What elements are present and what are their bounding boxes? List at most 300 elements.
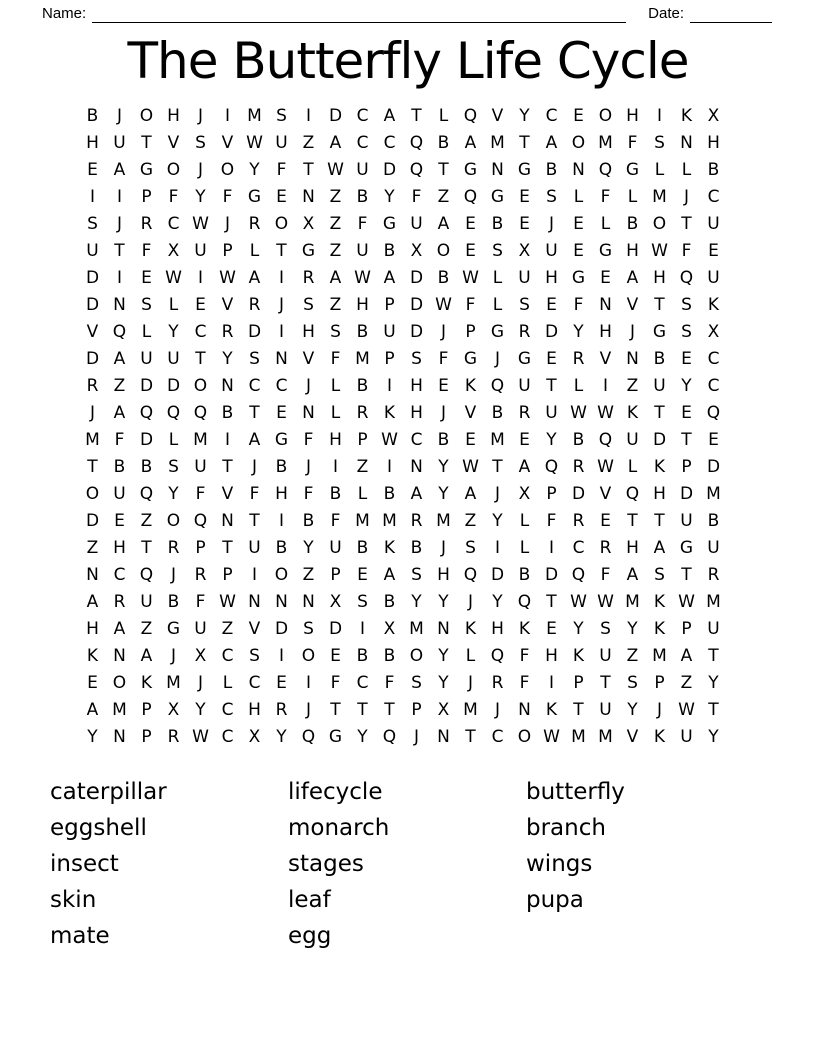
- grid-letter: I: [278, 321, 284, 342]
- word-item: egg: [288, 923, 332, 949]
- grid-letter: K: [653, 618, 666, 639]
- grid-letter: E: [708, 240, 719, 261]
- grid-letter: J: [629, 321, 635, 342]
- grid-letter: Y: [195, 699, 206, 720]
- grid-letter: D: [139, 429, 154, 450]
- grid-letter: T: [303, 159, 314, 180]
- grid-letter: W: [246, 132, 263, 153]
- grid-letter: J: [494, 348, 500, 369]
- grid-letter: L: [249, 240, 260, 261]
- grid-letter: Q: [301, 726, 316, 747]
- grid-letter: T: [708, 699, 719, 720]
- grid-letter: U: [707, 537, 720, 558]
- grid-letter: L: [492, 294, 503, 315]
- grid-letter: H: [626, 537, 639, 558]
- grid-letter: M: [490, 132, 505, 153]
- grid-letter: H: [653, 267, 666, 288]
- grid-letter: W: [651, 240, 668, 261]
- grid-row: [79, 156, 727, 183]
- grid-letter: Q: [679, 267, 694, 288]
- grid-row: [79, 642, 727, 669]
- grid-letter: L: [330, 375, 341, 396]
- grid-letter: U: [194, 456, 207, 477]
- grid-letter: Z: [680, 672, 693, 693]
- grid-letter: H: [626, 105, 639, 126]
- grid-letter: Y: [546, 429, 557, 450]
- grid-letter: E: [519, 213, 530, 234]
- grid-letter: L: [573, 186, 584, 207]
- grid-letter: R: [572, 348, 585, 369]
- grid-letter: C: [707, 348, 720, 369]
- grid-letter: H: [86, 132, 99, 153]
- grid-letter: F: [168, 186, 179, 207]
- grid-row: [79, 291, 727, 318]
- grid-letter: Y: [681, 375, 692, 396]
- grid-letter: B: [356, 375, 369, 396]
- grid-letter: X: [410, 240, 423, 261]
- grid-letter: S: [330, 321, 341, 342]
- grid-letter: B: [383, 483, 396, 504]
- grid-letter: E: [465, 240, 476, 261]
- grid-letter: D: [409, 321, 424, 342]
- grid-row: [79, 588, 727, 615]
- grid-letter: U: [599, 645, 612, 666]
- grid-letter: E: [681, 402, 692, 423]
- grid-letter: P: [222, 564, 233, 585]
- grid-letter: B: [437, 267, 450, 288]
- grid-letter: B: [302, 510, 315, 531]
- grid-letter: J: [305, 456, 311, 477]
- grid-letter: R: [86, 375, 99, 396]
- grid-letter: T: [276, 240, 287, 261]
- grid-letter: E: [708, 429, 719, 450]
- grid-letter: V: [302, 348, 315, 369]
- grid-letter: O: [274, 213, 289, 234]
- grid-letter: T: [87, 456, 98, 477]
- grid-letter: Y: [195, 186, 206, 207]
- grid-row: [79, 561, 727, 588]
- grid-letter: Q: [598, 159, 613, 180]
- grid-letter: B: [86, 105, 99, 126]
- grid-letter: F: [195, 483, 206, 504]
- grid-letter: C: [383, 132, 396, 153]
- grid-letter: X: [167, 240, 180, 261]
- grid-letter: H: [167, 105, 180, 126]
- grid-letter: Y: [708, 726, 719, 747]
- grid-letter: H: [248, 699, 261, 720]
- grid-letter: A: [653, 537, 666, 558]
- grid-letter: E: [573, 105, 584, 126]
- grid-letter: Z: [302, 564, 315, 585]
- grid-letter: E: [276, 672, 287, 693]
- grid-letter: P: [195, 537, 206, 558]
- word-item: mate: [50, 923, 110, 949]
- grid-letter: B: [383, 240, 396, 261]
- grid-letter: W: [597, 456, 614, 477]
- grid-letter: L: [168, 429, 179, 450]
- grid-letter: U: [113, 483, 126, 504]
- grid-letter: S: [627, 672, 638, 693]
- grid-letter: A: [248, 267, 261, 288]
- grid-letter: N: [572, 159, 585, 180]
- grid-row: [79, 615, 727, 642]
- grid-letter: N: [680, 132, 693, 153]
- grid-letter: C: [194, 321, 207, 342]
- grid-letter: F: [114, 429, 125, 450]
- grid-letter: E: [546, 294, 557, 315]
- grid-letter: C: [221, 699, 234, 720]
- grid-letter: D: [85, 267, 100, 288]
- grid-letter: A: [518, 456, 531, 477]
- grid-letter: U: [140, 591, 153, 612]
- grid-letter: J: [440, 537, 446, 558]
- grid-letter: Y: [411, 591, 422, 612]
- grid-letter: U: [383, 321, 396, 342]
- grid-letter: F: [276, 159, 287, 180]
- grid-letter: M: [463, 699, 478, 720]
- grid-letter: W: [219, 591, 236, 612]
- grid-letter: F: [627, 132, 638, 153]
- grid-letter: M: [652, 645, 667, 666]
- grid-letter: J: [278, 294, 284, 315]
- grid-letter: Z: [86, 537, 99, 558]
- grid-letter: C: [275, 375, 288, 396]
- grid-letter: L: [600, 213, 611, 234]
- grid-row: [79, 669, 727, 696]
- grid-letter: L: [357, 483, 368, 504]
- grid-letter: Y: [222, 348, 233, 369]
- grid-letter: W: [354, 267, 371, 288]
- grid-letter: E: [546, 618, 557, 639]
- grid-letter: N: [275, 591, 288, 612]
- grid-letter: B: [356, 321, 369, 342]
- grid-letter: B: [410, 537, 423, 558]
- grid-letter: T: [330, 699, 341, 720]
- grid-letter: Y: [87, 726, 98, 747]
- grid-letter: Q: [517, 591, 532, 612]
- grid-letter: U: [167, 348, 180, 369]
- grid-letter: E: [465, 429, 476, 450]
- grid-letter: M: [85, 429, 100, 450]
- grid-letter: Q: [490, 645, 505, 666]
- grid-letter: F: [330, 510, 341, 531]
- grid-letter: G: [571, 267, 586, 288]
- grid-letter: G: [490, 186, 505, 207]
- grid-letter: J: [116, 105, 122, 126]
- grid-letter: U: [653, 375, 666, 396]
- grid-row: [79, 345, 727, 372]
- grid-letter: Q: [409, 159, 424, 180]
- grid-letter: P: [681, 456, 692, 477]
- grid-letter: Y: [492, 591, 503, 612]
- grid-letter: R: [410, 510, 423, 531]
- grid-letter: I: [494, 537, 500, 558]
- grid-letter: H: [275, 483, 288, 504]
- grid-letter: G: [679, 537, 694, 558]
- grid-letter: Q: [139, 402, 154, 423]
- grid-letter: O: [166, 159, 181, 180]
- grid-letter: A: [113, 402, 126, 423]
- grid-letter: D: [490, 564, 505, 585]
- grid-letter: L: [141, 321, 152, 342]
- grid-letter: Q: [625, 483, 640, 504]
- grid-letter: T: [681, 429, 692, 450]
- grid-letter: D: [139, 375, 154, 396]
- grid-letter: S: [681, 294, 692, 315]
- grid-letter: O: [274, 564, 289, 585]
- grid-letter: I: [89, 186, 95, 207]
- grid-row: [79, 453, 727, 480]
- date-label: Date:: [648, 5, 684, 22]
- grid-letter: W: [462, 267, 479, 288]
- grid-letter: W: [327, 159, 344, 180]
- grid-letter: K: [653, 591, 666, 612]
- grid-letter: K: [653, 726, 666, 747]
- grid-letter: I: [278, 267, 284, 288]
- grid-letter: T: [681, 564, 692, 585]
- grid-letter: R: [194, 564, 207, 585]
- grid-letter: I: [332, 456, 338, 477]
- grid-letter: K: [680, 105, 693, 126]
- grid-letter: H: [329, 429, 342, 450]
- grid-letter: A: [383, 267, 396, 288]
- grid-letter: H: [599, 321, 612, 342]
- grid-letter: T: [438, 159, 449, 180]
- grid-letter: F: [600, 186, 611, 207]
- grid-letter: V: [491, 105, 504, 126]
- grid-letter: N: [221, 510, 234, 531]
- grid-letter: N: [113, 294, 126, 315]
- grid-letter: Y: [384, 186, 395, 207]
- grid-letter: X: [383, 618, 396, 639]
- grid-letter: N: [302, 186, 315, 207]
- grid-letter: N: [437, 618, 450, 639]
- grid-letter: G: [274, 429, 289, 450]
- grid-letter: O: [652, 213, 667, 234]
- grid-row: [79, 480, 727, 507]
- grid-letter: S: [654, 132, 665, 153]
- grid-letter: U: [707, 618, 720, 639]
- grid-letter: C: [113, 564, 126, 585]
- grid-letter: M: [706, 591, 721, 612]
- grid-letter: U: [599, 699, 612, 720]
- grid-letter: D: [328, 618, 343, 639]
- grid-letter: T: [654, 294, 665, 315]
- grid-letter: F: [600, 564, 611, 585]
- grid-letter: V: [599, 483, 612, 504]
- grid-letter: H: [545, 267, 558, 288]
- grid-letter: P: [681, 618, 692, 639]
- grid-letter: E: [573, 240, 584, 261]
- grid-letter: B: [356, 645, 369, 666]
- grid-letter: T: [114, 240, 125, 261]
- grid-letter: Z: [626, 645, 639, 666]
- grid-letter: U: [275, 132, 288, 153]
- grid-letter: N: [437, 726, 450, 747]
- grid-letter: D: [85, 510, 100, 531]
- grid-letter: M: [247, 105, 262, 126]
- grid-letter: C: [707, 186, 720, 207]
- grid-letter: G: [625, 159, 640, 180]
- grid-letter: M: [382, 510, 397, 531]
- grid-letter: Y: [276, 726, 287, 747]
- grid-letter: P: [546, 483, 557, 504]
- grid-letter: O: [85, 483, 100, 504]
- grid-letter: J: [89, 402, 95, 423]
- grid-letter: I: [602, 375, 608, 396]
- grid-letter: Q: [193, 402, 208, 423]
- grid-letter: B: [707, 510, 720, 531]
- grid-letter: Z: [464, 510, 477, 531]
- grid-letter: G: [166, 618, 181, 639]
- grid-letter: J: [494, 483, 500, 504]
- grid-letter: N: [113, 726, 126, 747]
- grid-letter: E: [87, 159, 98, 180]
- word-list-column: [526, 774, 764, 954]
- grid-letter: A: [383, 564, 396, 585]
- grid-letter: I: [224, 105, 230, 126]
- grid-letter: V: [599, 348, 612, 369]
- grid-letter: U: [518, 375, 531, 396]
- word-item: skin: [50, 887, 97, 913]
- grid-letter: X: [707, 105, 720, 126]
- grid-letter: N: [518, 699, 531, 720]
- grid-letter: D: [382, 159, 397, 180]
- grid-letter: D: [85, 348, 100, 369]
- grid-letter: D: [247, 321, 262, 342]
- grid-letter: A: [329, 132, 342, 153]
- grid-letter: C: [707, 375, 720, 396]
- grid-letter: C: [221, 726, 234, 747]
- grid-letter: U: [707, 213, 720, 234]
- grid-letter: O: [517, 726, 532, 747]
- grid-letter: Y: [438, 672, 449, 693]
- grid-row: [79, 426, 727, 453]
- grid-letter: G: [652, 321, 667, 342]
- word-item: caterpillar: [50, 779, 167, 805]
- grid-letter: S: [654, 564, 665, 585]
- grid-letter: F: [438, 348, 449, 369]
- grid-row: [79, 399, 727, 426]
- grid-letter: D: [571, 483, 586, 504]
- grid-letter: F: [222, 186, 233, 207]
- word-item: butterfly: [526, 779, 625, 805]
- grid-letter: B: [626, 213, 639, 234]
- grid-letter: M: [490, 429, 505, 450]
- grid-letter: V: [464, 402, 477, 423]
- grid-letter: T: [573, 699, 584, 720]
- grid-letter: A: [113, 159, 126, 180]
- grid-letter: G: [301, 240, 316, 261]
- grid-letter: R: [248, 294, 261, 315]
- grid-letter: G: [463, 159, 478, 180]
- grid-letter: S: [411, 348, 422, 369]
- grid-letter: K: [383, 402, 396, 423]
- grid-letter: R: [572, 456, 585, 477]
- grid-letter: L: [654, 159, 665, 180]
- grid-letter: U: [545, 240, 558, 261]
- grid-letter: J: [467, 672, 473, 693]
- grid-letter: H: [545, 645, 558, 666]
- grid-letter: K: [464, 618, 477, 639]
- grid-letter: A: [383, 105, 396, 126]
- grid-letter: R: [221, 321, 234, 342]
- grid-letter: M: [652, 186, 667, 207]
- grid-letter: E: [276, 186, 287, 207]
- grid-letter: U: [518, 267, 531, 288]
- grid-letter: X: [167, 699, 180, 720]
- grid-row: [79, 372, 727, 399]
- grid-letter: O: [193, 375, 208, 396]
- grid-letter: F: [249, 483, 260, 504]
- grid-letter: J: [116, 213, 122, 234]
- grid-letter: E: [87, 672, 98, 693]
- grid-letter: S: [411, 672, 422, 693]
- grid-letter: X: [329, 591, 342, 612]
- grid-letter: T: [627, 510, 638, 531]
- grid-letter: J: [197, 159, 203, 180]
- grid-letter: Y: [249, 159, 260, 180]
- grid-letter: P: [654, 672, 665, 693]
- grid-letter: A: [140, 645, 153, 666]
- grid-letter: F: [519, 645, 530, 666]
- grid-letter: O: [301, 645, 316, 666]
- grid-letter: Y: [357, 726, 368, 747]
- grid-letter: W: [192, 213, 209, 234]
- word-item: pupa: [526, 887, 584, 913]
- grid-letter: S: [168, 456, 179, 477]
- grid-letter: V: [626, 726, 639, 747]
- grid-letter: L: [168, 294, 179, 315]
- grid-letter: K: [572, 645, 585, 666]
- grid-letter: K: [140, 672, 153, 693]
- grid-letter: D: [85, 294, 100, 315]
- grid-letter: B: [275, 537, 288, 558]
- grid-row: [79, 210, 727, 237]
- grid-letter: K: [626, 402, 639, 423]
- grid-letter: D: [679, 483, 694, 504]
- grid-letter: L: [465, 645, 476, 666]
- grid-letter: J: [170, 564, 176, 585]
- grid-letter: J: [548, 213, 554, 234]
- grid-letter: P: [222, 240, 233, 261]
- grid-letter: W: [570, 591, 587, 612]
- grid-letter: M: [571, 726, 586, 747]
- grid-letter: H: [437, 564, 450, 585]
- grid-letter: L: [438, 105, 449, 126]
- grid-letter: F: [411, 186, 422, 207]
- grid-letter: Z: [302, 132, 315, 153]
- grid-letter: H: [410, 375, 423, 396]
- grid-letter: H: [410, 402, 423, 423]
- grid-letter: S: [276, 105, 287, 126]
- grid-row: [79, 183, 727, 210]
- grid-letter: X: [518, 240, 531, 261]
- grid-letter: U: [356, 159, 369, 180]
- grid-letter: E: [357, 564, 368, 585]
- grid-letter: F: [330, 672, 341, 693]
- grid-letter: W: [678, 591, 695, 612]
- grid-letter: U: [140, 348, 153, 369]
- grid-letter: I: [116, 186, 122, 207]
- grid-letter: Q: [463, 564, 478, 585]
- grid-letter: O: [409, 645, 424, 666]
- grid-letter: C: [221, 645, 234, 666]
- grid-letter: O: [220, 159, 235, 180]
- grid-letter: J: [197, 672, 203, 693]
- grid-letter: M: [706, 483, 721, 504]
- grid-letter: H: [707, 132, 720, 153]
